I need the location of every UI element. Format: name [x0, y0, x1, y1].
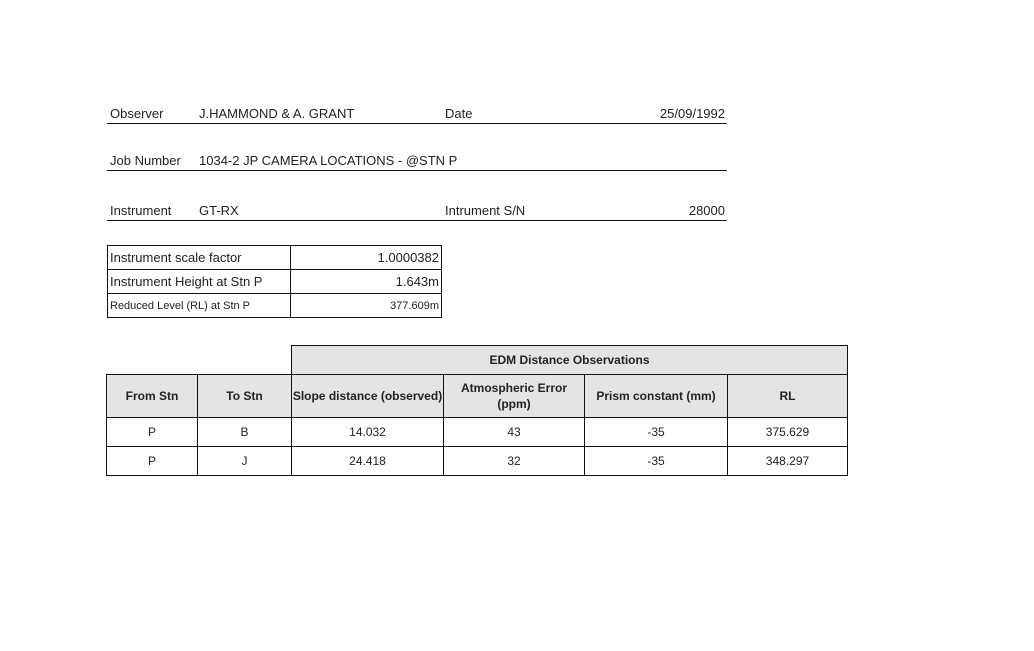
- observer-value[interactable]: J.HAMMOND & A. GRANT: [199, 106, 355, 121]
- serial-value[interactable]: 28000: [688, 203, 725, 218]
- rl-cell[interactable]: 348.297: [728, 447, 848, 476]
- col-to-stn: To Stn: [198, 375, 292, 418]
- instrument-info-table: [107, 245, 442, 318]
- instrument-row: [107, 198, 727, 221]
- serial-label: Intrument S/N: [445, 203, 526, 218]
- scale-factor-label: Instrument scale factor: [108, 246, 291, 270]
- table-row: [107, 418, 848, 447]
- to-stn-cell[interactable]: J: [198, 447, 292, 476]
- instrument-height-value[interactable]: 1.643m: [291, 270, 442, 294]
- table-row: [107, 447, 848, 476]
- observer-label: Observer: [110, 106, 164, 121]
- col-rl: RL: [728, 375, 848, 418]
- rl-cell[interactable]: 375.629: [728, 418, 848, 447]
- col-slope-distance: Slope distance (observed): [292, 375, 444, 418]
- observer-row: [107, 101, 727, 124]
- col-from-stn: From Stn: [107, 375, 198, 418]
- job-row: [107, 148, 727, 171]
- scale-factor-row: [108, 246, 442, 270]
- atmospheric-error-cell[interactable]: 32: [444, 447, 585, 476]
- prism-constant-cell[interactable]: -35: [585, 418, 728, 447]
- to-stn-cell[interactable]: B: [198, 418, 292, 447]
- prism-constant-cell[interactable]: -35: [585, 447, 728, 476]
- reduced-level-row: [108, 294, 442, 318]
- scale-factor-value[interactable]: 1.0000382: [291, 246, 442, 270]
- col-atmospheric-error: Atmospheric Error (ppm): [444, 375, 585, 418]
- column-header-row: [107, 375, 848, 418]
- slope-distance-cell[interactable]: 14.032: [292, 418, 444, 447]
- job-label: Job Number: [110, 153, 181, 168]
- from-stn-cell[interactable]: P: [107, 418, 198, 447]
- date-value[interactable]: 25/09/1992: [659, 106, 725, 121]
- from-stn-cell[interactable]: P: [107, 447, 198, 476]
- job-value[interactable]: 1034-2 JP CAMERA LOCATIONS - @STN P: [199, 153, 458, 168]
- instrument-height-row: [108, 270, 442, 294]
- reduced-level-label: Reduced Level (RL) at Stn P: [108, 294, 291, 318]
- edm-observations-table: [106, 345, 848, 476]
- instrument-height-label: Instrument Height at Stn P: [108, 270, 291, 294]
- instrument-label: Instrument: [110, 203, 172, 218]
- instrument-value[interactable]: GT-RX: [199, 203, 239, 218]
- reduced-level-value[interactable]: 377.609m: [291, 294, 442, 318]
- group-title: EDM Distance Observations: [292, 346, 848, 375]
- slope-distance-cell[interactable]: 24.418: [292, 447, 444, 476]
- col-prism-constant: Prism constant (mm): [585, 375, 728, 418]
- group-header-row: [107, 346, 848, 375]
- date-label: Date: [445, 106, 473, 121]
- atmospheric-error-cell[interactable]: 43: [444, 418, 585, 447]
